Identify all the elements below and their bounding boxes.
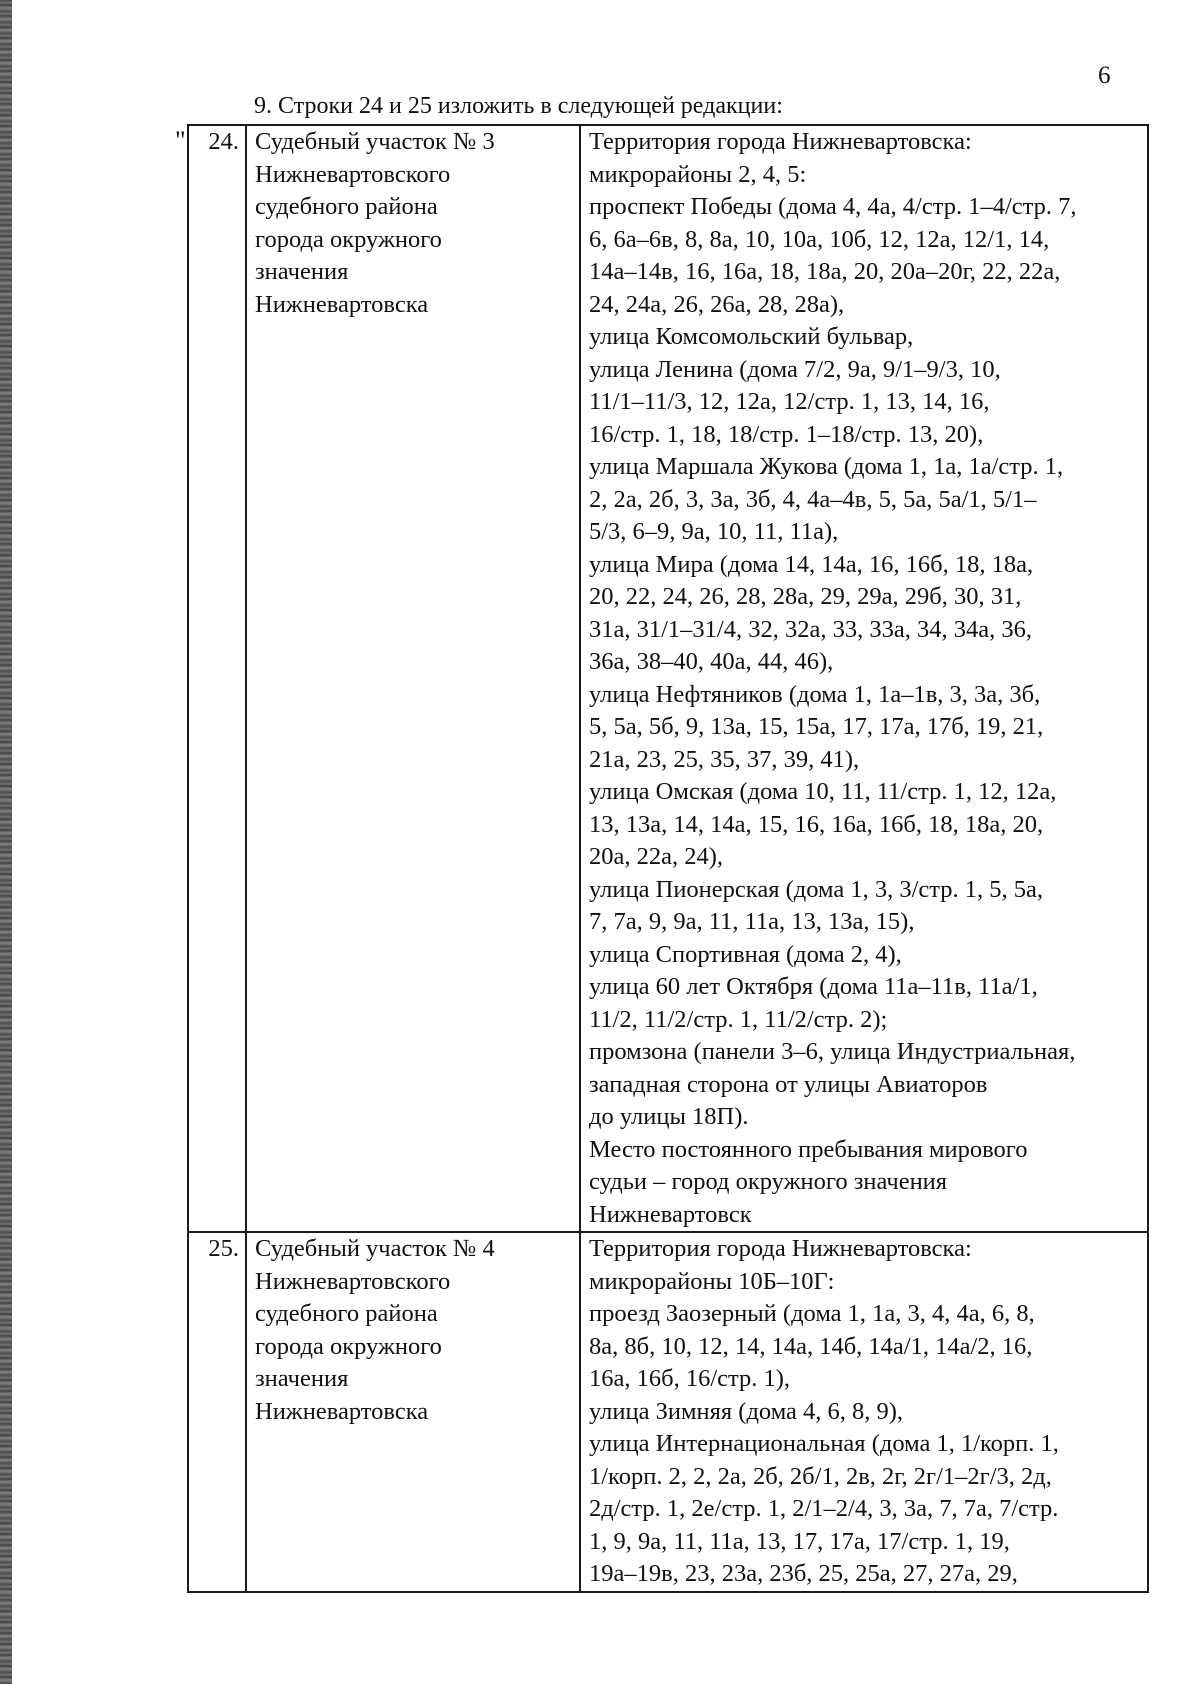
text-line: 24, 24а, 26, 26а, 28, 28а), (589, 290, 845, 318)
text-line: улица Омская (дома 10, 11, 11/стр. 1, 12, 12а, (589, 778, 1057, 805)
page-number: 6 (1098, 62, 1111, 89)
text-line: 2, 2а, 2б, 3, 3а, 3б, 4, 4а–4в, 5, 5а, 5а/1, 5/1– (589, 485, 1037, 513)
text-line: 5, 5а, 5б, 9, 13а, 15, 15а, 17, 17а, 17б, 19, 21, (589, 713, 1044, 740)
text-line: улица Маршала Жукова (дома 1, 1а, 1а/стр. 1, (589, 453, 1064, 480)
text-line: проспект Победы (дома 4, 4а, 4/стр. 1–4/стр. 7, (589, 193, 1077, 220)
text-line: 31а, 31/1–31/4, 32, 32а, 33, 33а, 34, 34а, 36, (589, 615, 1032, 643)
court-district-name (246, 125, 580, 1232)
text-line: 19а–19в, 23, 23а, 23б, 25, 25а, 27, 27а, 29, (589, 1560, 1018, 1587)
row-number: 25. (188, 1232, 246, 1592)
table-row-25 (188, 1232, 1148, 1592)
text-line: Нижневартовского (255, 160, 451, 188)
text-line: судебного района (255, 193, 438, 220)
text-line: 13, 13а, 14, 14а, 15, 16, 16а, 16б, 18, 18а, 20, (589, 810, 1044, 838)
territory-description (580, 125, 1148, 1232)
text-line: Территория города Нижневартовска: (589, 128, 972, 155)
text-line: промзона (панели 3–6, улица Индустриальная, (589, 1038, 1076, 1065)
text-line: 7, 7а, 9, 9а, 11, 11а, 13, 13а, 15), (589, 908, 915, 935)
text-line: 20, 22, 24, 26, 28, 28а, 29, 29а, 29б, 30, 31, (589, 583, 1022, 610)
court-districts-table (187, 124, 1149, 1593)
text-line: 21а, 23, 25, 35, 37, 39, 41), (589, 745, 860, 773)
text-line: Территория города Нижневартовска: (589, 1235, 972, 1262)
text-line: значения (255, 258, 349, 285)
text-line: Судебный участок № 3 (255, 128, 495, 155)
row-number: 24. (188, 125, 246, 1232)
opening-quote-mark: " (175, 126, 186, 155)
text-line: Нижневартовск (589, 1200, 752, 1228)
text-line: улица 60 лет Октября (дома 11а–11в, 11а/1, (589, 973, 1038, 1000)
text-line: значения (255, 1365, 349, 1392)
text-line: 1/корп. 2, 2, 2а, 2б, 2б/1, 2в, 2г, 2г/1–2г/3, 2д, (589, 1462, 1052, 1490)
text-line: судебного района (255, 1300, 438, 1327)
text-line: 11/2, 11/2/стр. 1, 11/2/стр. 2); (589, 1005, 888, 1033)
court-district-name (246, 1232, 580, 1592)
text-line: Нижневартовского (255, 1267, 451, 1295)
text-line: 16а, 16б, 16/стр. 1), (589, 1365, 791, 1392)
text-line: улица Мира (дома 14, 14а, 16, 16б, 18, 18а, (589, 550, 1034, 578)
scan-edge (0, 0, 12, 1684)
text-line: улица Спортивная (дома 2, 4), (589, 940, 902, 968)
amendment-intro: 9. Строки 24 и 25 изложить в следующей редакции: (254, 93, 783, 119)
text-line: 2д/стр. 1, 2е/стр. 1, 2/1–2/4, 3, 3а, 7, 7а, 7/стр. (589, 1495, 1059, 1522)
text-line: 20а, 22а, 24), (589, 843, 724, 870)
text-line: улица Ленина (дома 7/2, 9а, 9/1–9/3, 10, (589, 355, 1001, 383)
text-line: улица Пионерская (дома 1, 3, 3/стр. 1, 5, 5а, (589, 875, 1044, 903)
text-line: 8а, 8б, 10, 12, 14, 14а, 14б, 14а/1, 14а/2, 16, (589, 1332, 1033, 1360)
text-line: Нижневартовска (255, 290, 429, 318)
text-line: 36а, 38–40, 40а, 44, 46), (589, 648, 834, 675)
text-line: 14а–14в, 16, 16а, 18, 18а, 20, 20а–20г, 22, 22а, (589, 258, 1061, 285)
text-line: западная сторона от улицы Авиаторов (589, 1070, 988, 1098)
text-line: Место постоянного пребывания мирового (589, 1135, 1028, 1163)
territory-description (580, 1232, 1148, 1592)
text-line: Судебный участок № 4 (255, 1235, 495, 1262)
text-line: микрорайоны 10Б–10Г: (589, 1267, 835, 1295)
text-line: 16/стр. 1, 18, 18/стр. 1–18/стр. 13, 20), (589, 420, 984, 448)
text-line: города окружного (255, 225, 442, 253)
text-line: 11/1–11/3, 12, 12а, 12/стр. 1, 13, 14, 16, (589, 388, 990, 415)
text-line: до улицы 18П). (589, 1103, 749, 1130)
text-line: улица Зимняя (дома 4, 6, 8, 9), (589, 1397, 904, 1425)
text-line: 5/3, 6–9, 9а, 10, 11, 11а), (589, 518, 839, 545)
table-row-24 (188, 125, 1148, 1232)
text-line: улица Интернациональная (дома 1, 1/корп. 1, (589, 1430, 1059, 1457)
text-line: 1, 9, 9а, 11, 11а, 13, 17, 17а, 17/стр. 1, 19, (589, 1527, 1010, 1555)
text-line: улица Комсомольский бульвар, (589, 323, 914, 350)
text-line: Нижневартовска (255, 1397, 429, 1425)
text-line: проезд Заозерный (дома 1, 1а, 3, 4, 4а, 6, 8, (589, 1300, 1035, 1327)
text-line: микрорайоны 2, 4, 5: (589, 160, 807, 188)
text-line: улица Нефтяников (дома 1, 1а–1в, 3, 3а, 3б, (589, 680, 1041, 708)
text-line: 6, 6а–6в, 8, 8а, 10, 10а, 10б, 12, 12а, 12/1, 14, (589, 225, 1050, 253)
text-line: города окружного (255, 1332, 442, 1360)
text-line: судьи – город окружного значения (589, 1168, 948, 1195)
